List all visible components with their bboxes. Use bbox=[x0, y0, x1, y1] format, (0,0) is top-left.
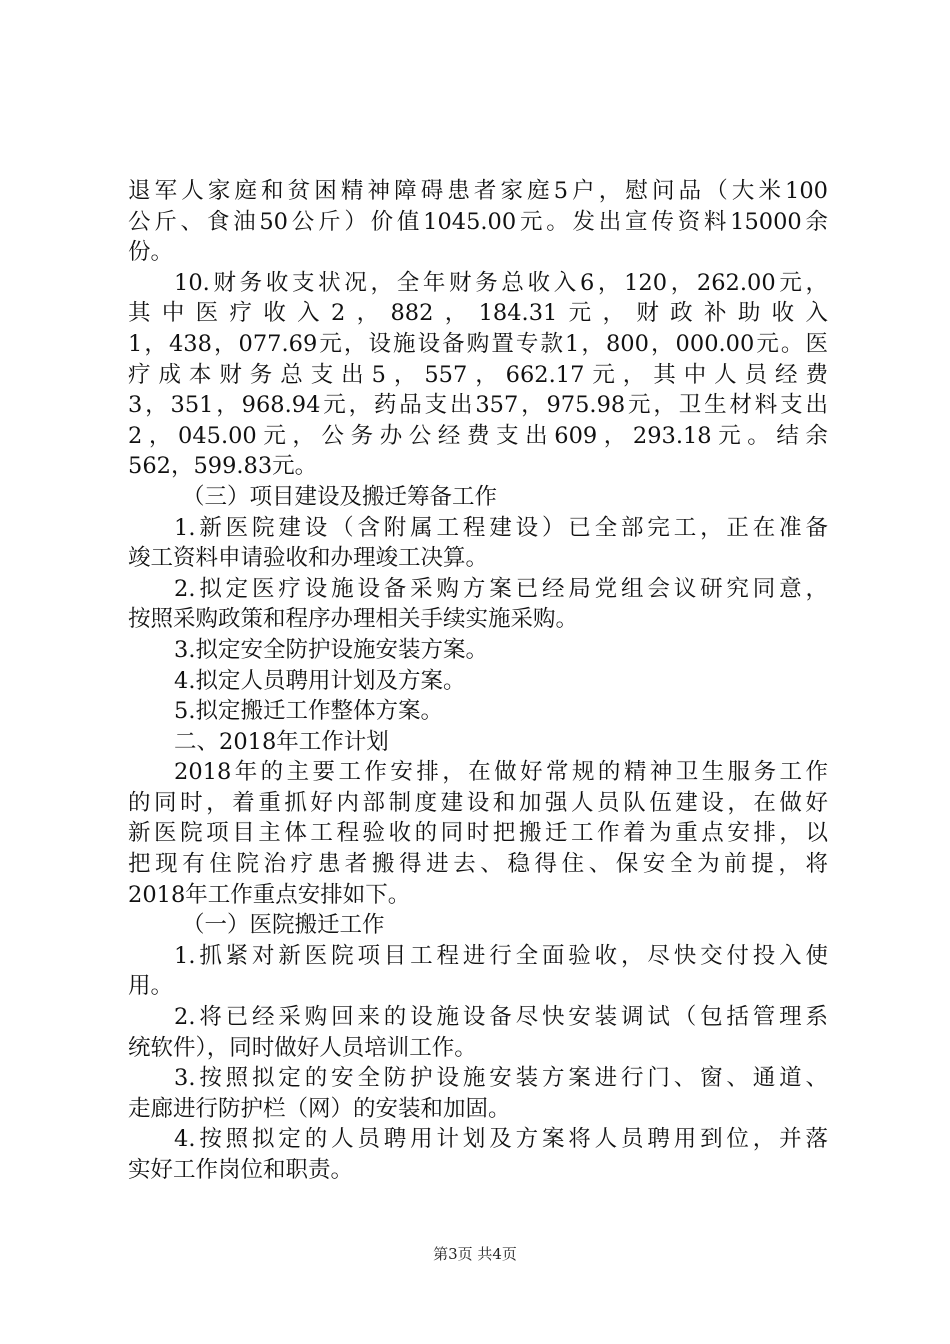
text-line: 2018年工作重点安排如下。 bbox=[128, 881, 411, 908]
document-body bbox=[128, 176, 828, 1186]
text-line: 二、2018年工作计划 bbox=[174, 728, 389, 755]
text-line: 3.按照拟定的安全防护设施安装方案进行门、窗、通道、 bbox=[174, 1065, 828, 1092]
text-line: 10.财务收支状况，全年财务总收入6，120，262.00元， bbox=[174, 269, 828, 296]
text-line: 1，438，077.69元，设施设备购置专款1，800，000.00元。医 bbox=[128, 330, 828, 357]
text-line: 1.新医院建设（含附属工程建设）已全部完工，正在准备 bbox=[174, 514, 828, 541]
text-line: 的同时，着重抓好内部制度建设和加强人员队伍建设，在做好 bbox=[128, 789, 828, 816]
text-line: 退军人家庭和贫困精神障碍患者家庭5户，慰问品（大米100 bbox=[128, 178, 828, 204]
text-line: 走廊进行防护栏（网）的安装和加固。 bbox=[128, 1095, 511, 1122]
text-line: 公斤、食油50公斤）价值1045.00元。发出宣传资料15000余 bbox=[128, 208, 828, 235]
text-line: 疗成本财务总支出5，557，662.17元，其中人员经费 bbox=[128, 361, 828, 388]
text-line: 实好工作岗位和职责。 bbox=[128, 1157, 354, 1183]
text-line: 竣工资料申请验收和办理竣工决算。 bbox=[128, 545, 489, 572]
text-line: 4.拟定人员聘用计划及方案。 bbox=[174, 667, 466, 694]
text-line: 其中医疗收入2，882，184.31元，财政补助收入 bbox=[128, 300, 828, 327]
text-line: 新医院项目主体工程验收的同时把搬迁工作着为重点安排，以 bbox=[128, 820, 828, 847]
text-line: 3，351，968.94元，药品支出357，975.98元，卫生材料支出 bbox=[128, 392, 828, 419]
text-line: 1.抓紧对新医院项目工程进行全面验收，尽快交付投入使 bbox=[174, 942, 828, 969]
text-line: 统软件），同时做好人员培训工作。 bbox=[128, 1034, 477, 1061]
text-line: 2.拟定医疗设施设备采购方案已经局党组会议研究同意， bbox=[174, 575, 828, 602]
text-line: 3.拟定安全防护设施安装方案。 bbox=[174, 636, 488, 663]
page-number-footer: 第3页 共4页 bbox=[433, 1245, 517, 1263]
text-line: 5.拟定搬迁工作整体方案。 bbox=[174, 698, 443, 725]
text-line: 4.按照拟定的人员聘用计划及方案将人员聘用到位，并落 bbox=[174, 1126, 828, 1153]
text-line: 份。 bbox=[128, 239, 174, 266]
text-line: 562，599.83元。 bbox=[128, 453, 318, 480]
text-line: 用。 bbox=[128, 973, 174, 1000]
text-line: 2，045.00元，公务办公经费支出609，293.18元。结余 bbox=[128, 422, 828, 449]
text-line: 按照采购政策和程序办理相关手续实施采购。 bbox=[128, 606, 579, 633]
text-line: 2018年的主要工作安排，在做好常规的精神卫生服务工作 bbox=[174, 759, 828, 786]
text-line: （三）项目建设及搬迁筹备工作 bbox=[182, 483, 498, 510]
text-line: 2.将已经采购回来的设施设备尽快安装调试（包括管理系 bbox=[174, 1004, 828, 1031]
text-line: 把现有住院治疗患者搬得进去、稳得住、保安全为前提，将 bbox=[128, 851, 828, 878]
text-line: （一）医院搬迁工作 bbox=[182, 912, 385, 939]
